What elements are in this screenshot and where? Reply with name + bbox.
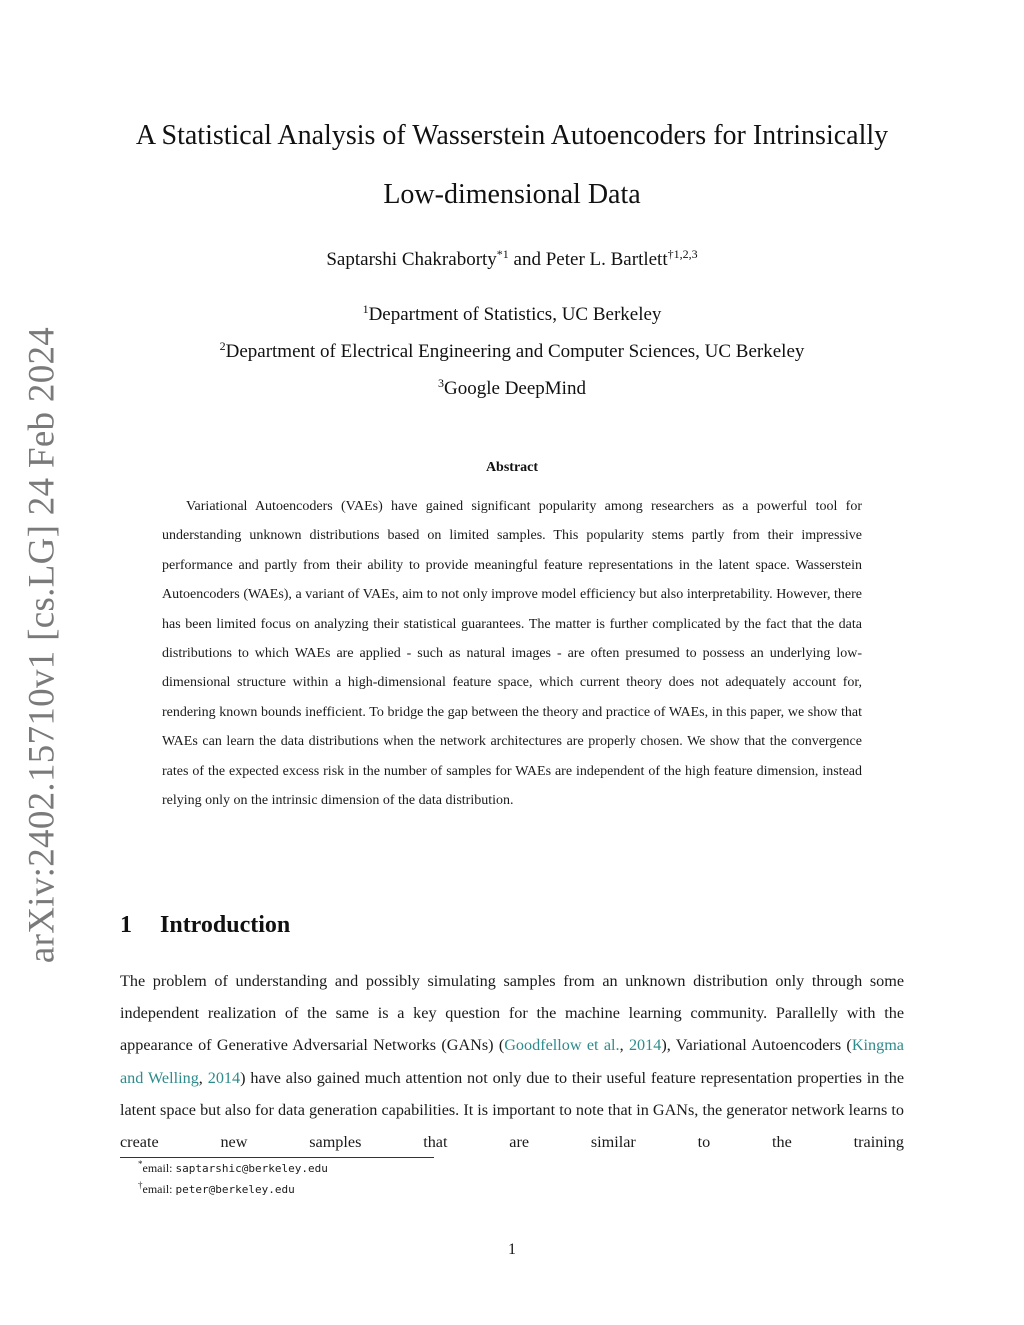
author-2-marks: †1,2,3 <box>667 247 698 261</box>
affiliation-mark: 1 <box>362 302 369 316</box>
paper-title-line-2: Low-dimensional Data <box>383 179 641 210</box>
citation-goodfellow-author[interactable]: Goodfellow et al. <box>504 1036 620 1055</box>
footnote-2 <box>138 1182 295 1197</box>
abstract-heading: Abstract <box>485 460 539 475</box>
abstract-text: Variational Autoencoders (VAEs) have gained significant popularity among researchers as a powerful tool for understanding unknown distributions based on limited samples. This popularity stems partly from their impressive performance and partly from their ability to provide meaningful feature representations in the latent space. Wasserstein Autoencoders (WAEs), a variant of VAEs, aim to not only improve model efficiency but also interpretability. However, there has been limited focus on analyzing their statistical guarantees. The matter is further complicated by the fact that the data distributions to which WAEs are applied - such as natural images - are often presumed to possess an underlying low-dimensional structure within a high-dimensional feature space, which current theory does not adequately account for, rendering known bounds inefficient. To bridge the gap between the theory and practice of WAEs, in this paper, we show that WAEs can learn the data distributions when the network architectures are properly chosen. We show that the convergence rates of the expected excess risk in the number of samples for WAEs are independent of the high feature dimension, instead relying only on the intrinsic dimension of the data distribution. <box>162 499 862 809</box>
author-connector: and <box>508 249 546 270</box>
intro-text-segment: The problem of understanding and possibly simulating samples from an unknown distribution only through some independent realization of the same is a key question for the machine learning community. Parallelly with the appearance of Generative Adversarial Networks (GANs) ( <box>120 972 904 1055</box>
citation-separator: , <box>619 1036 629 1055</box>
footnote-1 <box>138 1161 328 1176</box>
section-number: 1 <box>120 912 132 938</box>
intro-text-segment: ) have also gained much attention not only due to their useful feature representation properties in the latent space but also for data generation capabilities. It is important to note that in GANs, the generator network learns to create new samples that are similar to the training <box>120 1068 905 1152</box>
citation-goodfellow-year[interactable]: 2014 <box>628 1036 662 1055</box>
citation-kingma-author[interactable]: Kingma and Welling <box>120 1036 904 1087</box>
author-name-1: Saptarshi Chakraborty <box>326 249 497 270</box>
footnote-mark: † <box>138 1180 143 1190</box>
affiliation-3 <box>100 378 924 400</box>
citation-kingma-year[interactable]: 2014 <box>207 1068 241 1087</box>
footnote-email[interactable]: peter@berkeley.edu <box>175 1183 295 1196</box>
affiliation-name: Department of Statistics, UC Berkeley <box>368 304 662 325</box>
footnote-label: email: <box>142 1161 176 1175</box>
author-name-2: Peter L. Bartlett <box>545 249 668 270</box>
section-title: Introduction <box>160 912 291 938</box>
author-1-marks: *1 <box>496 247 509 261</box>
paper-title-line-1: A Statistical Analysis of Wasserstein Autoencoders for Intrinsically <box>135 120 889 151</box>
introduction-paragraph <box>120 965 904 1158</box>
intro-text-segment: ), Variational Autoencoders ( <box>661 1036 852 1055</box>
footnote-mark: * <box>138 1159 143 1169</box>
citation-separator: , <box>198 1068 208 1087</box>
page-number: 1 <box>508 1241 516 1258</box>
affiliation-name: Department of Electrical Engineering and Computer Sciences, UC Berkeley <box>225 341 805 362</box>
affiliation-name: Google DeepMind <box>444 378 586 399</box>
arxiv-identifier-stamp[interactable]: arXiv:2402.15710v1 [cs.LG] 24 Feb 2024 <box>21 326 63 964</box>
affiliation-mark: 2 <box>219 339 226 353</box>
section-heading-introduction <box>120 912 290 939</box>
affiliation-mark: 3 <box>438 376 445 390</box>
affiliation-1 <box>100 304 924 326</box>
footnote-label: email: <box>142 1182 176 1196</box>
footnote-divider <box>120 1157 434 1158</box>
author-list <box>100 249 924 271</box>
footnote-email[interactable]: saptarshic@berkeley.edu <box>175 1162 328 1175</box>
affiliation-2 <box>100 341 924 363</box>
